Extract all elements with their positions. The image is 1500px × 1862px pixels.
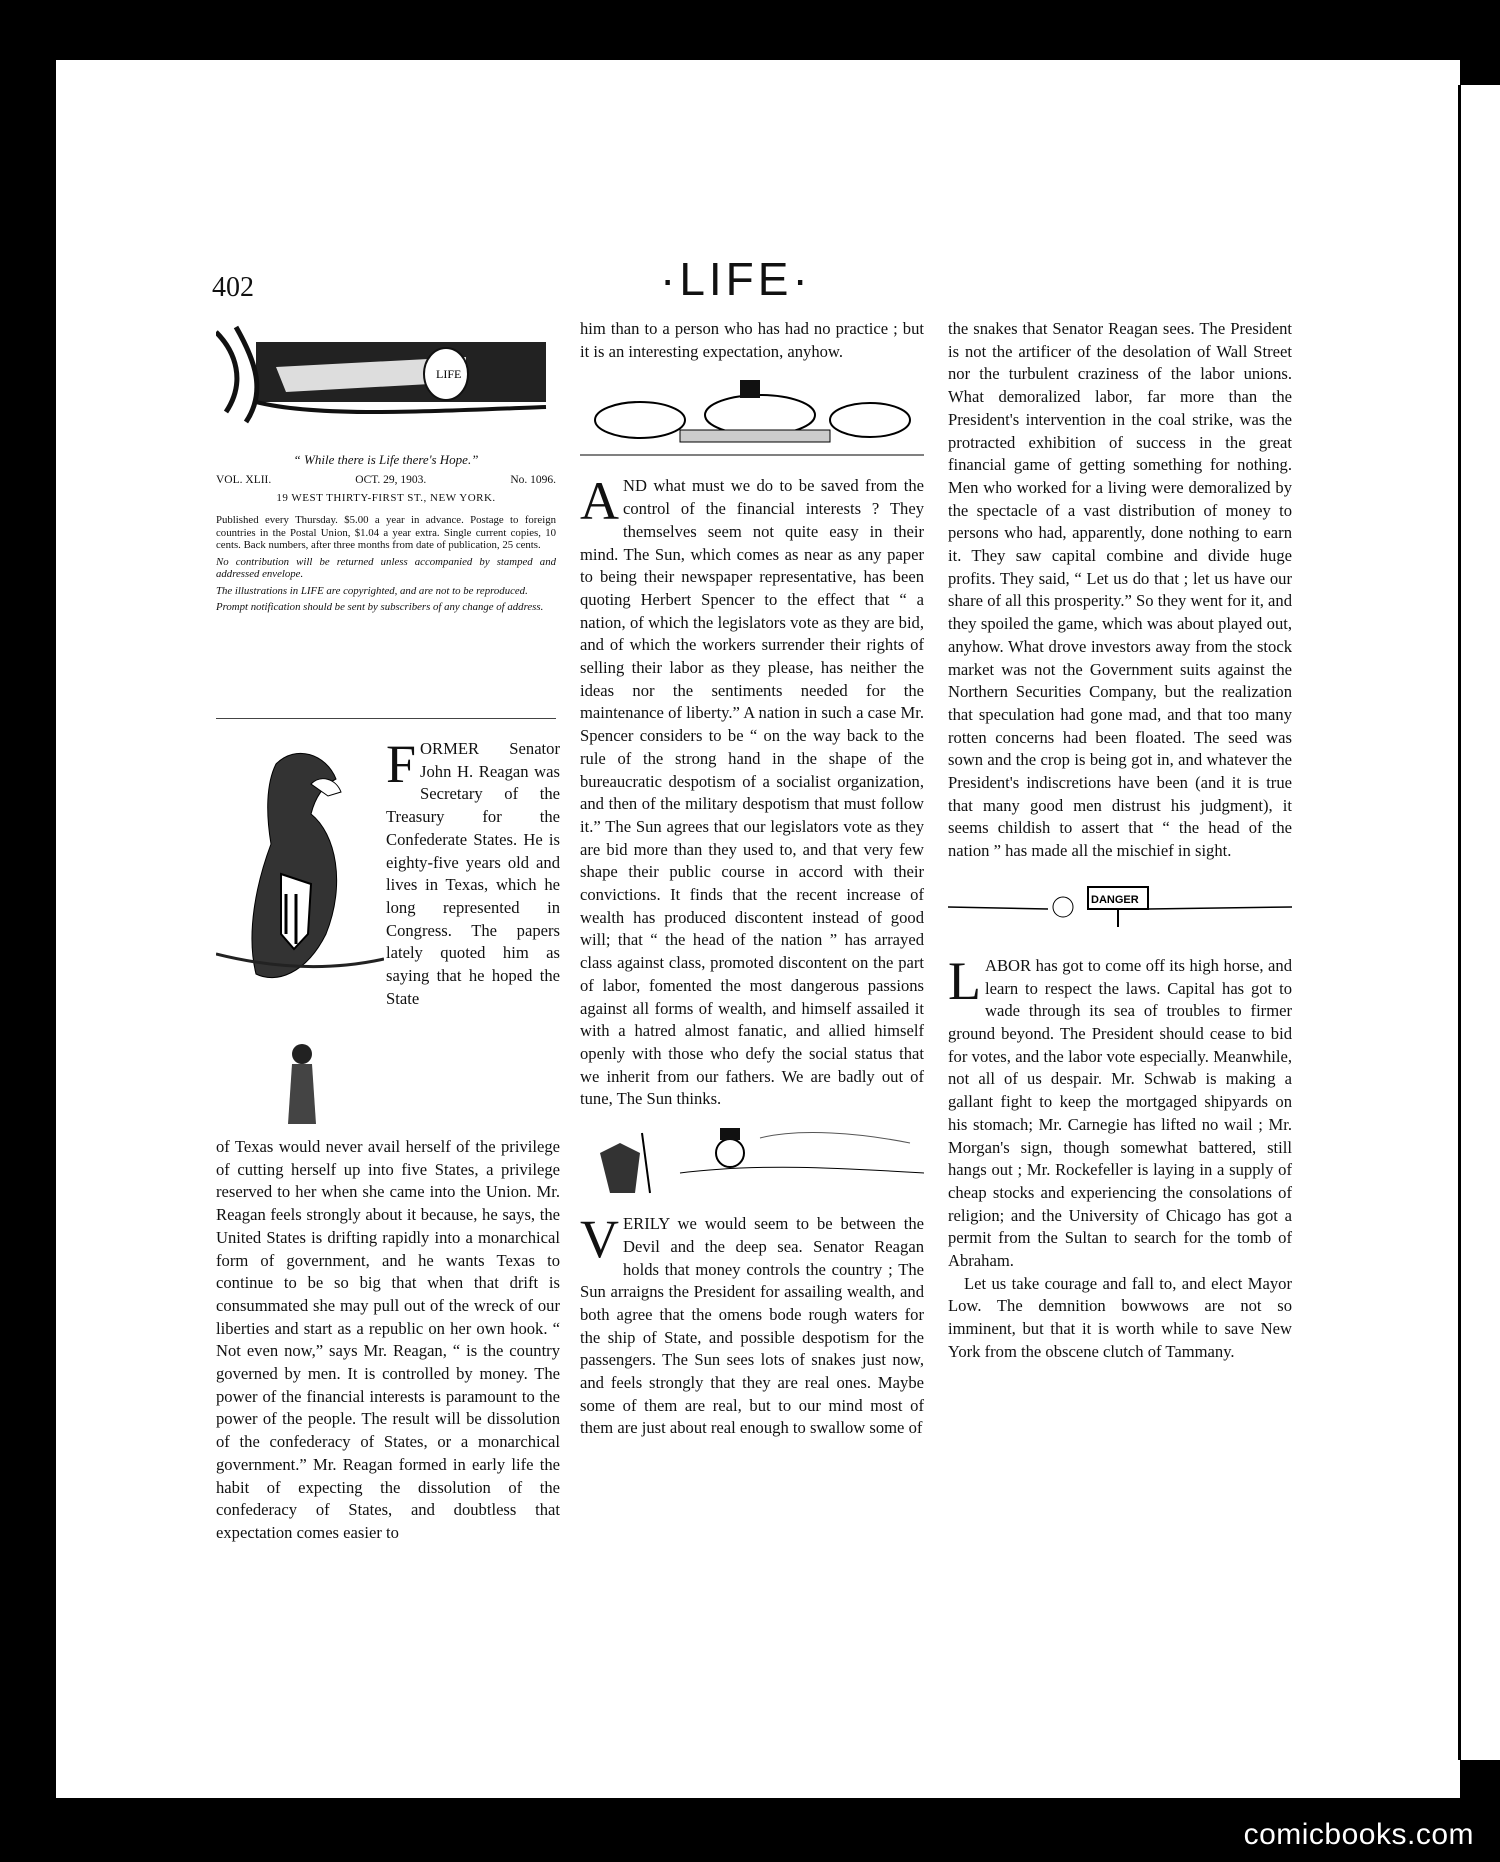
masthead-title: ·LIFE·	[660, 253, 812, 305]
article1-intro	[386, 734, 560, 1010]
eagle-illustration	[216, 734, 384, 1134]
publisher-address: 19 WEST THIRTY-FIRST ST., NEW YORK.	[276, 492, 496, 504]
banner-badge: LIFE	[436, 367, 462, 381]
volume-line	[216, 474, 556, 486]
article1-dropcap: F	[386, 734, 417, 794]
col3-p2-dropcap: L	[948, 950, 981, 1011]
column-3	[948, 318, 1292, 1364]
copyright-notice: The illustrations in LIFE are copyrighted, and are not to be reproduced.	[216, 584, 528, 597]
page-number: 402	[212, 272, 254, 303]
header-banner-illustration	[216, 322, 556, 428]
column-1	[216, 1136, 560, 1545]
col2-p3-text: ERILY we would seem to be between the Devil and the deep sea. Senator Reagan holds that money controls the country ; The Sun arraigns the President for assailing wealth, and both agree that the omens bode rough waters for the ship of State, and possible despotism for the passengers. The Sun sees lots of snakes just now, and feels strongly that they are real ones. Maybe some of them are real, but to our mind most of them are just about real enough to swallow some of	[580, 1214, 924, 1438]
col2-p2-text: ND what must we do to be saved from the control of the financial interests ? They themselves seem not quite easy in their mind. The Sun, which comes as near as any paper to being their newspaper representative, has been quoting Herbert Spencer to the effect that “ a nation, of which the legislators vote as they are bid, and of which the workers surrender their rights of selling their labor as they please, has neither the ideas nor the sentiments needed for the maintenance of liberty.” A nation in such a case Mr. Spencer considers to be “ on the way back to the rule of the strong hand in the shape of the bureaucratic despotism of a socialist organization, and then of the military despotism that must follow it.” The Sun agrees that our legislators vote as they are bid more than they used to, and that very few shape their public course in accord with their convictions. It finds that the recent increase of wealth has produced discontent instead of good will; that “ the head of the nation ” has arrayed class against class, promoted discontent on the part of labor, fomented the most dangerous passions against all forms of wealth, and himself assailed it with a hatred almost fanatic, and allied himself openly with those who defy the social status that we inherit from our fathers. We are badly out of tune, The Sun thinks.	[580, 476, 924, 1109]
address-change-notice: Prompt notification should be sent by subscribers of any change of address.	[216, 601, 544, 613]
issue-date: OCT. 29, 1903.	[355, 474, 427, 486]
article1-body: of Texas would never avail herself of the privilege of cutting herself up into five States, a privilege reserved to her when she came into the Union. Mr. Reagan feels strongly about it because, he says, the United States is drifting rapidly into a monarchical form of government, and he wants Texas to continue to be so big that when that drift is consummated she may pull out of the wreck of our liberties and start as a republic on her own hook. “ Not even now,” says Mr. Reagan, “ is the country governed by men. It is controlled by money. The power of the financial interests is paramount to the power of the people. The result will be dissolution of the confederacy of States, or a monarchical government.” Mr. Reagan formed in early life the habit of expecting the dissolution of the confederacy of States, and doubtless that expectation comes easier to	[216, 1137, 560, 1542]
pigs-illustration	[580, 375, 924, 465]
danger-sign-text: DANGER	[1091, 893, 1139, 906]
col2-p3-dropcap: V	[580, 1209, 619, 1270]
adjacent-page-edge	[1458, 85, 1500, 1760]
col3-continuation: the snakes that Senator Reagan sees. The President is not the artificer of the desolation of Wall Street nor the turbulent craziness of the labor unions. What demoralized labor, far more than the President's intervention in the coal strike, was the protracted exhibition of success in the great financial game of getting something for nothing. Men who worked for a living were demoralized by the spectacle of a vast distribution of money to persons who had, apparently, done nothing to earn it. They saw capital combine and divide huge profits. They said, “ Let us do that ; let us have our share of all this prosperity.” So they went for it, and they spoiled the game, which was about played out, anyhow. What drove investors away from the stock market was not the Government suits against the Northern Securities Company, but the realization that speculation had gone mad, and that too many rotten concerns had been floated. The seed was sown and the crop is being got in, and whatever the President's indiscretions have been (and it is true that many good men distrust his judgment), it seems childish to assert that “ the head of the nation ” has made all the mischief in sight.	[948, 319, 1292, 861]
volume: VOL. XLII.	[216, 474, 272, 486]
header-divider	[216, 718, 556, 719]
subscription-notice: Published every Thursday. $5.00 a year in advance. Postage to foreign countries in the Postal Union, $1.04 a year extra. Single current copies, 10 cents. Back numbers, after three months from date of publication, 25 cents.	[216, 514, 556, 551]
col3-p3-text: Let us take courage and fall to, and elect Mayor Low. The demnition bowwows are not so imminent, but that it is worth while to save New York from the obscene clutch of Tammany.	[948, 1273, 1292, 1361]
col2-continuation: him than to a person who has had no practice ; but it is an interesting expectation, anyhow.	[580, 319, 924, 361]
publication-notices	[216, 514, 556, 618]
danger-sign-illustration	[948, 877, 1292, 937]
column-2	[580, 318, 924, 1440]
devil-and-uncle-sam-illustration	[580, 1123, 924, 1203]
motto: “ While there is Life there's Hope.”	[293, 452, 479, 467]
contribution-notice: No contribution will be returned unless accompanied by stamped and addressed envelope.	[216, 555, 556, 580]
article1-intro-text: ORMER Senator John H. Reagan was Secretary of the Treasury for the Confederate States. He is eighty-five years old and lives in Texas, which he long represented in Congress. The papers lately quoted him as saying that he hoped the State	[386, 739, 560, 1008]
col3-p2-text: ABOR has got to come off its high horse, and learn to respect the laws. Capital has got to wade through its sea of troubles to firmer ground beyond. The President should cease to bid for votes, and the labor vote especially. Meanwhile, not all of us despair. Mr. Schwab is making a gallant fight to keep the mortgaged shipyards on his stomach; Mr. Carnegie has lifted no wail ; Mr. Morgan's sign, though somewhat battered, still hangs out ; Mr. Rockefeller is laying in a supply of cheap stocks and experiencing the consolations of religion; and the University of Chicago has got a permit from the Sultan to search for the tomb of Abraham.	[948, 955, 1292, 1271]
watermark: comicbooks.com	[1243, 1818, 1474, 1851]
col2-p2-dropcap: A	[580, 471, 619, 532]
issue-number: No. 1096.	[510, 474, 556, 486]
